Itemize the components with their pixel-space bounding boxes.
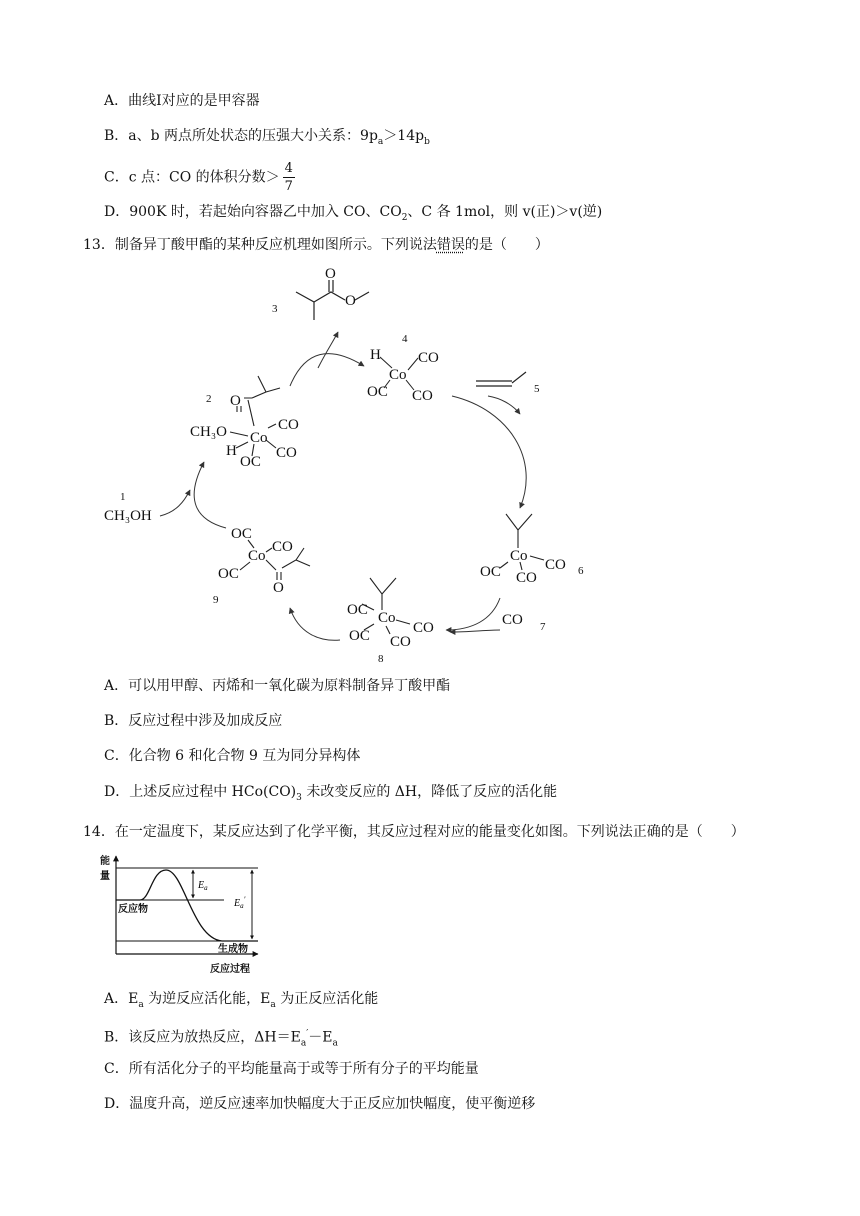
q13-stem: 13．制备异丁酸甲酯的某种反应机理如图所示。下列说法错误的是（ ） [83,237,549,253]
compound-8-co-right: CO [413,620,434,636]
compound-8-oc-bottom: OC [349,628,370,644]
graph-ea-label: $E_a$ [198,880,208,892]
q14-option-d: D．温度升高，逆反应速率加快幅度大于正反应加快幅度，使平衡逆移 [104,1096,536,1112]
compound-4-metal: Co [389,367,407,383]
q12-option-a: A．曲线Ⅰ对应的是甲容器 [104,93,260,109]
compound-9-carbonyl-o: O [273,580,284,596]
graph-product-label: 生成物 [218,944,248,955]
compound-6-co-right: CO [545,557,566,573]
graph-ylabel-2: 量 [100,871,110,882]
q14-option-c: C．所有活化分子的平均能量高于或等于所有分子的平均能量 [104,1061,479,1077]
compound-2-ch3o: CH₃O [190,424,227,440]
compound-2-co-lower: CO [276,445,297,461]
label-3: 3 [272,303,278,315]
label-2: 2 [206,393,212,405]
compound-3-structure [296,280,369,320]
label-6: 6 [578,565,584,577]
compound-6-metal: Co [510,548,528,564]
compound-2-metal: Co [250,430,268,446]
compound-4-oc: OC [367,384,388,400]
compound-8-co-bottom: CO [390,634,411,650]
compound-6-co-bottom: CO [516,570,537,586]
compound-4-co-top: CO [418,350,439,366]
label-9: 9 [213,594,219,606]
compound-1-methanol: CH₃OH [104,508,152,524]
q13-option-b: B．反应过程中涉及加成反应 [104,713,283,729]
graph-reactant-label: 反应物 [118,904,148,915]
label-7: 7 [540,621,546,633]
label-4: 4 [402,333,408,345]
energy-profile-graph [100,848,270,978]
fraction: $\frac{4}{7}$ [284,161,293,194]
q12-option-d: D．900K 时，若起始向容器乙中加入 CO、$CO_2$、C 各 1mol，则 v(正)＞v(逆) [104,204,603,223]
compound-2-co-upper: CO [278,417,299,433]
q14-option-a: A．$E_a$ 为逆反应活化能，$E_a$ 为正反应活化能 [104,991,379,1010]
compound-4-co-bottom: CO [412,388,433,404]
label-8: 8 [378,653,384,665]
compound-3-carbonyl-o: O [325,266,336,282]
q14-option-b: B．该反应为放热反应，$\Delta H=E_a'-E_a$ [104,1029,338,1049]
label-5: 5 [534,383,540,395]
compound-2-carbonyl-o: O [230,393,241,409]
q14-stem: 14．在一定温度下，某反应达到了化学平衡，其反应过程对应的能量变化如图。下列说法正确的是（ ） [83,824,745,840]
graph-ylabel-1: 能 [100,856,110,867]
compound-9-metal: Co [248,548,266,564]
compound-9-oc-top: OC [231,526,252,542]
q12-option-b: B．a、b 两点所处状态的压强大小关系：$9p_a>14p_b$ [104,128,430,147]
compound-3-ester-o: O [345,293,356,309]
q13-option-a: A．可以用甲醇、丙烯和一氧化碳为原料制备异丁酸甲酯 [104,678,451,694]
q13-option-d: D．上述反应过程中 $HCo(CO)_3$ 未改变反应的 ΔH，降低了反应的活化能 [104,784,558,803]
co-reagent-7: CO [502,612,523,628]
graph-xlabel: 反应过程 [210,964,250,975]
q12-option-c: C．c 点：CO 的体积分数＞ $\frac{4}{7}$ [104,161,293,194]
compound-2-oc: OC [240,454,261,470]
compound-6-oc: OC [480,564,501,580]
compound-4-h: H [370,347,381,363]
compound-8-metal: Co [378,610,396,626]
compound-9-oc-bottom: OC [218,566,239,582]
compound-9-co-right: CO [272,539,293,555]
compound-8-oc-top: OC [347,602,368,618]
graph-ea-prime-label: $E_a'$ [234,895,246,910]
compound-2-h: H [226,443,237,459]
label-1: 1 [120,491,126,503]
q13-option-c: C．化合物 6 和化合物 9 互为同分异构体 [104,748,361,764]
compound-5-propene [476,372,526,386]
